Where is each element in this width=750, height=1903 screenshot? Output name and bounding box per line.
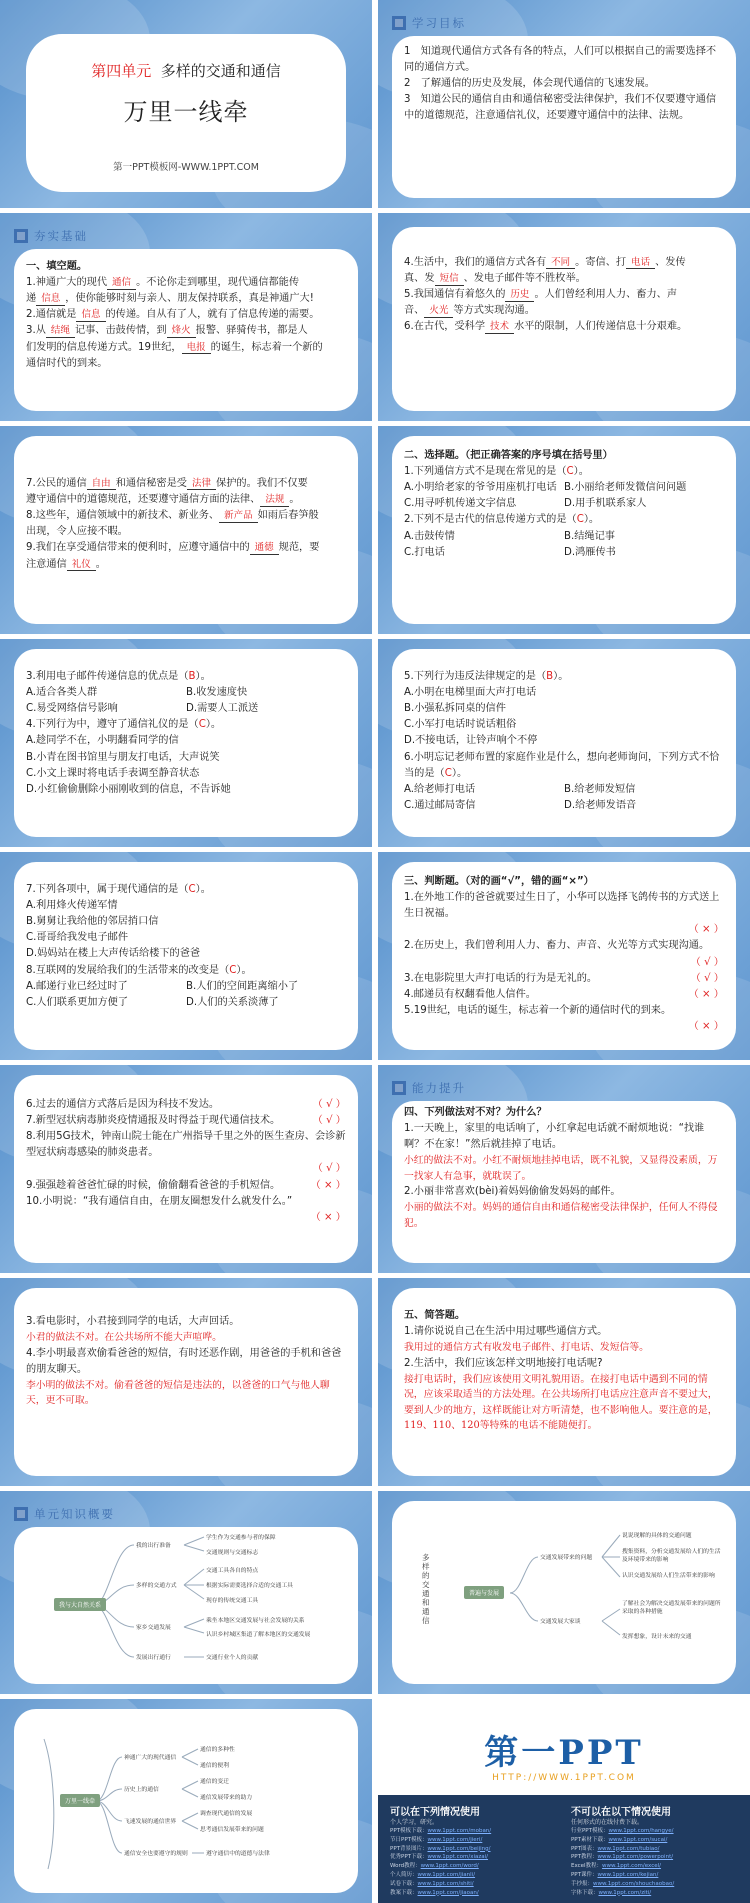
link-row bbox=[571, 1845, 738, 1854]
answer-text: 小红的做法不对。小红不耐烦地挂掉电话，既不礼貌，又显得没素质，万一找家人有急事，就耽误了。 bbox=[404, 1155, 718, 1182]
link-row bbox=[390, 1871, 557, 1880]
usage-panel: 可以在下列情况使用 个人学习，研究。 PPT模板下载：www.1ppt.com/moban/ 节日PPT模板：www.1ppt.com/jieri/ PPT背景图片：www.1ppt.com/beijing/ 优秀PPT下载：www.1ppt.com/xiazai/ Word教程：www.1ppt.com/word/ 个人简历：www.1ppt.com/jianli/ 试卷下载：www.1ppt.com/shiti/ 教案下载：www.1ppt.com/jiaoan/ 不可以在以下情况使用 任何形式的在线付费下载。 行业PPT模板：www.1ppt.com/hangye/ PPT素材下载：www.1ppt.com/sucai/ PPT图表：www.1ppt.com/tubiao/ PPT教程：www.1ppt.com/powerpoint/ Excel教程：www.1ppt.com/excel/ PPT课件：www.1ppt.com/kejian/ 手抄报：www.1ppt.com/shouchaobao/ 字体下载：www.1ppt.com/ziti/ bbox=[378, 1795, 750, 1903]
mindmap-2: 多样的交通和通信 普遍与发展 交通发展带来的问题 说说现解的具体的交通问题 搜集资料，分析交通发展给人们的生活及环境带来的影响 认识交通发展给人们生活带来的影响 交通发展大家谈 了解社会为解决交通发展带来的问题所采取的各种措施 发挥想象，设计未来的交通 bbox=[392, 1501, 736, 1684]
link-row bbox=[390, 1862, 557, 1871]
mindmap-lines bbox=[392, 1501, 736, 1684]
link-url[interactable]: www.1ppt.com/excel/ bbox=[602, 1863, 662, 1870]
answer-blank: 信息 bbox=[76, 309, 105, 321]
link-url[interactable]: www.1ppt.com/sucai/ bbox=[608, 1836, 668, 1843]
link-row bbox=[390, 1889, 557, 1898]
link-row bbox=[390, 1836, 557, 1845]
link-label: PPT图表： bbox=[570, 1845, 598, 1852]
goals-card bbox=[392, 36, 736, 198]
answer-blank: 历史 bbox=[505, 289, 534, 301]
judge-item: 10.小明说：“我有通信自由，在朋友圈想发什么就发什么。” bbox=[26, 1195, 293, 1207]
mindmap-center: 万里一线牵 bbox=[60, 1794, 100, 1807]
brand-logo: 第一PPT bbox=[484, 1733, 644, 1773]
link-label: 教案下载： bbox=[390, 1889, 418, 1896]
slide-choice-3[interactable] bbox=[378, 639, 750, 847]
choice-answer: C bbox=[576, 514, 584, 526]
choice-card-4: 7.下列各项中，属于现代通信的是（C）。 A.利用烽火传递军情 B.舅舅让我给他的邻居捎口信 C.哥哥给我发电子邮件 D.妈妈站在楼上大声传话给楼下的爸爸 8.互联网的发展给我们的生活带来的改变是（C）。 A.邮递行业已经过时了 B.人们的空间距离缩小了 C.人们联系更加方便了 D.人们的关系淡薄了 bbox=[14, 862, 358, 1050]
judge-mark: √ bbox=[326, 1163, 333, 1175]
link-url[interactable]: www.1ppt.com/jianli/ bbox=[417, 1871, 476, 1878]
slide-choice-1[interactable] bbox=[378, 426, 750, 634]
link-row bbox=[571, 1880, 738, 1889]
header-square-icon bbox=[392, 1081, 406, 1095]
link-row bbox=[390, 1853, 557, 1862]
answer-text: 接打电话时，我们应该使用文明礼貌用语。在接打电话中遇到不同的情况，应该采取适当的方法处理。在公共场所打电话应注意声音不要过大，要到人少的地方，这样既能让对方听清楚，也不影响他人。要注意的是，119、110、120等特殊的电话不能随便打。 bbox=[404, 1373, 718, 1432]
choice-answer: C bbox=[188, 884, 196, 895]
link-row bbox=[390, 1880, 557, 1889]
answer-blank: 礼仪 bbox=[67, 559, 96, 571]
slide-choice-2[interactable] bbox=[0, 639, 372, 847]
answer-text: 小丽的做法不对。妈妈的通信自由和通信秘密受法律保护，任何人不得侵犯。 bbox=[404, 1202, 718, 1229]
judge-mark: × bbox=[702, 924, 711, 936]
slide-brand[interactable] bbox=[378, 1699, 750, 1903]
slide-mindmap-3[interactable] bbox=[0, 1699, 372, 1903]
link-row bbox=[571, 1827, 738, 1836]
judge-item: 7.新型冠状病毒肺炎疫情通报及时得益于现代通信技术。 bbox=[26, 1115, 281, 1127]
answer-blank: 新产品 bbox=[219, 510, 258, 522]
answer-blank: 电报 bbox=[182, 342, 211, 354]
judge-mark: × bbox=[702, 1020, 711, 1032]
link-url[interactable]: www.1ppt.com/jieri/ bbox=[427, 1836, 483, 1843]
basics-card-2: 4.生活中，我们的通信方式各有 不同 。寄信、打 电话 、发传 真、发 短信 、发电子邮件等不胜枚举。 5.我国通信有着悠久的 历史 。人们曾经利用人力、畜力、声 音、 火光 等方式实现沟通。 6.在古代，受科学 技术 水平的限制，人们传递信息十分艰难。 bbox=[392, 227, 736, 411]
answer-blank: 短信 bbox=[435, 273, 464, 285]
slide-ability-1[interactable] bbox=[378, 1065, 750, 1273]
answer-text: 小君的做法不对。在公共场所不能大声喧哗。 bbox=[26, 1332, 222, 1344]
link-row bbox=[390, 1827, 557, 1836]
mindmap-title: 多样的交通和通信 bbox=[422, 1553, 430, 1625]
basics-header: 夯实基础 bbox=[0, 225, 160, 247]
answer-blank: 火光 bbox=[424, 305, 453, 317]
choice-answer: B bbox=[188, 671, 196, 682]
section-title: 二、选择题。（把正确答案的序号填在括号里） bbox=[404, 450, 613, 461]
mindmap-3: 万里一线牵 神通广大的现代通信 通信的多种性 通信的便利 历史上的通信 通信的变迁 通信发展带来的助力 飞速发展的通信世界 调查现代通信的发展 思考通信发展带来的问题 通信安全也要遵守的规则 遵守通信中的道德与法律 bbox=[14, 1709, 358, 1893]
link-url[interactable]: www.1ppt.com/xiazai/ bbox=[427, 1854, 489, 1861]
short-card: 五、简答题。 1.请你说说自己在生活中用过哪些通信方式。 我用过的通信方式有收发电子邮件、打电话、发短信等。 2.生活中，我们应该怎样文明地接打电话呢? 接打电话时，我们应该使用文明礼貌用语。在接打电话中遇到不同的情况，应该采取适当的方法处理。在公共场所打电话应注意声音不要过大，要到人少的地方，这样既能让对方听清楚，也不影响他人。要注意的是，119、110、120等特殊的电话不能随便打。 bbox=[392, 1288, 736, 1476]
answer-blank: 烽火 bbox=[167, 325, 196, 337]
choice-answer: C bbox=[566, 466, 574, 478]
judge-item: 9.强强趁着爸爸忙碌的时候，偷偷翻看爸爸的手机短信。 bbox=[26, 1179, 281, 1191]
choice-answer: C bbox=[229, 964, 237, 976]
basics-card-1: 一、填空题。 1.神通广大的现代 通信 。不论你走到哪里，现代通信都能传 递 信息 ，使你能够时刻与亲人、朋友保持联系，真是神通广大! 2.通信就是 信息 的传递。自从有了人，就有了信息传递的需要。 3.从 结绳 记事、击鼓传情，到 烽火 报警、驿骑传书，都是人 们发明的信息传递方式。19世纪， 电报 的诞生，标志着一个新的 通信时代的到来。 bbox=[14, 249, 358, 411]
link-label: 个人简历： bbox=[390, 1871, 418, 1878]
link-url[interactable]: www.1ppt.com/ziti/ bbox=[598, 1889, 652, 1896]
answer-blank: 通信 bbox=[107, 277, 136, 289]
link-url[interactable]: www.1ppt.com/moban/ bbox=[427, 1828, 492, 1834]
link-url[interactable]: www.1ppt.com/word/ bbox=[420, 1863, 479, 1870]
link-url[interactable]: www.1ppt.com/powerpoint/ bbox=[597, 1854, 674, 1861]
goal-item: 2 了解通信的历史及发展，体会现代通信的飞速发展。 bbox=[404, 78, 655, 90]
section-title: 一、填空题。 bbox=[26, 261, 88, 272]
slide-mindmap-1[interactable] bbox=[0, 1491, 372, 1694]
link-label: PPT模板下载： bbox=[390, 1828, 428, 1834]
link-list-right bbox=[571, 1827, 738, 1897]
unit-label: 第四单元 bbox=[91, 62, 152, 80]
slide-basics-1[interactable] bbox=[0, 213, 372, 421]
header-square-icon bbox=[14, 1507, 28, 1521]
slide-choice-4[interactable] bbox=[0, 852, 372, 1060]
section-title: 五、简答题。 bbox=[404, 1310, 466, 1321]
choice-card-2: 3.利用电子邮件传递信息的优点是（B）。 A.适合各类人群 B.收发速度快 C.易受网络信号影响 D.需要人工派送 4.下列行为中，遵守了通信礼仪的是（C）。 A.趁同学不在，小明翻看同学的信 B.小青在图书馆里与朋友打电话，大声说笑 C.小文上课时将电话手表调至静音状态 D.小红偷偷删除小丽刚收到的信息，不告诉她 bbox=[14, 649, 358, 837]
link-row bbox=[571, 1853, 738, 1862]
judge-item: 5.19世纪，电话的诞生，标志着一个新的通信时代的到来。 bbox=[404, 1004, 672, 1016]
choice-answer: B bbox=[546, 671, 554, 682]
slide-mindmap-2[interactable] bbox=[378, 1491, 750, 1694]
link-label: 行业PPT模板： bbox=[570, 1828, 609, 1834]
judge-card-1: 三、判断题。（对的画“√”，错的画“×”） 1.在外地工作的爸爸就要过生日了，小华可以选择飞鸽传书的方式送上生日祝福。 （ × ） 2.在历史上，我们曾利用人力、畜力、声音、火光等方式实现沟通。 （ √ ） 3.在电影院里大声打电话的行为是无礼的。 （ √ ） 4.邮递员有权翻看他人信件。 （ × ） 5.19世纪，电话的诞生，标志着一个新的通信时代的到来。 （ × ） bbox=[392, 862, 736, 1050]
slide-judge-2[interactable] bbox=[0, 1065, 372, 1273]
judge-item: 8.利用5G技术，钟南山院士能在广州指导千里之外的医生查房、会诊新型冠状病毒感染的肺炎患者。 bbox=[26, 1131, 346, 1159]
link-url[interactable]: www.1ppt.com/shouchaobao/ bbox=[592, 1880, 675, 1887]
judge-mark: × bbox=[702, 988, 711, 1000]
lesson-title: 万里一线牵 bbox=[123, 97, 249, 126]
judge-card-2: 6.过去的通信方式落后是因为科技不发达。 （ √ ） 7.新型冠状病毒肺炎疫情通报及时得益于现代通信技术。 （ √ ） 8.利用5G技术，钟南山院士能在广州指导千里之外的医生查房、会诊新型冠状病毒感染的肺炎患者。 （ √ ） 9.强强趁着爸爸忙碌的时候，偷偷翻看爸爸的手机短信。 （ × ） 10.小明说：“我有通信自由，在朋友圈想发什么就发什么。” （ × ） bbox=[14, 1075, 358, 1263]
judge-item: 2.在历史上，我们曾利用人力、畜力、声音、火光等方式实现沟通。 bbox=[404, 940, 710, 952]
choice-card-3: 5.下列行为违反法律规定的是（B）。 A.小明在电梯里面大声打电话 B.小强私拆同桌的信件 C.小军打电话时说话粗俗 D.不接电话，让铃声响个不停 6.小明忘记老师布置的家庭作业是什么，想向老师询问，下列方式不恰当的是（C）。 A.给老师打电话 B.给老师发短信 C.通过邮局寄信 D.给老师发语音 bbox=[392, 649, 736, 837]
link-label: 试卷下载： bbox=[390, 1880, 418, 1887]
mindmap-1: 我与大自然关系 我的出行准备 学生作为交通参与者的保障 交通规则与交通标志 多样的交通方式 交通工具各自的特点 根据实际需要选择合适的交通工具 现存的传统交通工具 家乡交通发展 乘坐本地区交通发展与社会发展的关系 认识乡村城区集道了解本地区的交通发展 发展出行通行 交通行业个人的贡献 bbox=[14, 1527, 358, 1684]
link-list-left bbox=[390, 1827, 557, 1897]
judge-mark: × bbox=[324, 1179, 333, 1191]
answer-blank: 技术 bbox=[485, 321, 514, 333]
choice-answer: C bbox=[444, 767, 452, 779]
ability-header: 能力提升 bbox=[378, 1077, 538, 1099]
slide-cover[interactable] bbox=[0, 0, 372, 208]
section-title: 三、判断题。（对的画“√”，错的画“×”） bbox=[404, 876, 594, 887]
answer-blank: 法规 bbox=[260, 494, 289, 506]
judge-item: 1.在外地工作的爸爸就要过生日了，小华可以选择飞鸽传书的方式送上生日祝福。 bbox=[404, 892, 720, 920]
choice-answer: C bbox=[198, 719, 206, 731]
link-row bbox=[571, 1862, 738, 1871]
slide-goals[interactable] bbox=[378, 0, 750, 208]
answer-blank: 结绳 bbox=[46, 325, 75, 337]
ability-card-1: 四、下列做法对不对？为什么？ 1.一天晚上，家里的电话响了，小红拿起电话就不耐烦地说：“找谁啊？不在家！”然后就挂掉了电话。 小红的做法不对。小红不耐烦地挂掉电话，既不礼貌，又显得没素质，万一找家人有急事，就耽误了。 2.小丽非常喜欢(bèi)着妈妈偷偷发妈妈的邮件。 小丽的做法不对。妈妈的通信自由和通信秘密受法律保护，任何人不得侵犯。 bbox=[392, 1101, 736, 1263]
judge-mark: √ bbox=[704, 972, 711, 984]
slide-judge-1[interactable] bbox=[378, 852, 750, 1060]
link-label: 手抄报： bbox=[570, 1880, 593, 1887]
unit-name: 多样的交通和通信 bbox=[160, 62, 281, 80]
mindmap-center: 我与大自然关系 bbox=[54, 1598, 106, 1611]
brand-url[interactable]: HTTP://WWW.1PPT.COM bbox=[492, 1773, 636, 1783]
link-row bbox=[571, 1871, 738, 1880]
summary-header: 单元知识概要 bbox=[0, 1503, 160, 1525]
link-label: 节日PPT模板： bbox=[390, 1836, 428, 1843]
judge-mark: × bbox=[324, 1211, 333, 1223]
choice-card-1: 二、选择题。（把正确答案的序号填在括号里） 1.下列通信方式不是现在常见的是（C）。 A.小明给老家的爷爷用座机打电话 B.小丽给老师发微信问问题 C.用寻呼机传递文字信息 D.用手机联系家人 2.下列不是古代的信息传递方式的是（C）。 A.击鼓传情 B.结绳记事 C.打电话 D.鸿雁传书 bbox=[392, 436, 736, 624]
link-label: Word教程： bbox=[390, 1863, 421, 1870]
answer-text: 李小明的做法不对。偷看爸爸的短信是违法的，以爸爸的口气与他人聊天，更不可取。 bbox=[26, 1379, 330, 1407]
link-row bbox=[571, 1889, 738, 1898]
answer-blank: 法律 bbox=[187, 478, 216, 490]
link-label: 字体下载： bbox=[570, 1889, 599, 1896]
judge-mark: √ bbox=[326, 1099, 333, 1110]
link-label: Excel教程： bbox=[570, 1863, 603, 1870]
goals-header: 学习目标 bbox=[378, 12, 538, 34]
link-label: PPT课件： bbox=[570, 1871, 598, 1878]
link-row bbox=[571, 1836, 738, 1845]
answer-blank: 信息 bbox=[36, 293, 65, 305]
link-url[interactable]: www.1ppt.com/tubiao/ bbox=[597, 1845, 660, 1852]
judge-item: 4.邮递员有权翻看他人信件。 bbox=[404, 988, 536, 1000]
answer-text: 我用过的通信方式有收发电子邮件、打电话、发短信等。 bbox=[404, 1342, 649, 1354]
link-url[interactable]: www.1ppt.com/beijing/ bbox=[427, 1845, 491, 1852]
mindmap-center: 普遍与发展 bbox=[464, 1586, 504, 1599]
slide-ability-2[interactable] bbox=[0, 1278, 372, 1486]
link-label: 优秀PPT下载： bbox=[390, 1854, 428, 1861]
judge-item: 6.过去的通信方式落后是因为科技不发达。 bbox=[26, 1099, 220, 1110]
slide-basics-3[interactable] bbox=[0, 426, 372, 634]
judge-mark: √ bbox=[704, 956, 711, 968]
judge-item: 3.在电影院里大声打电话的行为是无礼的。 bbox=[404, 972, 598, 984]
slide-basics-2[interactable] bbox=[378, 213, 750, 421]
judge-mark: √ bbox=[326, 1115, 333, 1127]
link-url[interactable]: www.1ppt.com/shiti/ bbox=[417, 1880, 474, 1887]
link-label: PPT背景图片： bbox=[390, 1845, 428, 1852]
link-url[interactable]: www.1ppt.com/hangye/ bbox=[608, 1828, 674, 1834]
link-url[interactable]: www.1ppt.com/kejian/ bbox=[597, 1871, 659, 1878]
link-url[interactable]: www.1ppt.com/jiaoan/ bbox=[417, 1889, 479, 1896]
answer-blank: 电话 bbox=[626, 257, 655, 269]
header-square-icon bbox=[392, 16, 406, 30]
header-square-icon bbox=[14, 229, 28, 243]
site-credit: 第一PPT模板网-WWW.1PPT.COM bbox=[113, 161, 259, 173]
section-title: 四、下列做法对不对？为什么？ bbox=[404, 1107, 547, 1118]
link-label: PPT教程： bbox=[570, 1854, 598, 1861]
basics-card-3: 7.公民的通信 自由 和通信秘密是受 法律 保护的。我们不仅要 遵守通信中的道德规范，还要遵守通信方面的法律、 法规 。 8.这些年，通信领域中的新技术、新业务、 新产品 如雨后春笋般 出现，令人应接不暇。 9.我们在享受通信带来的便利时，应遵守通信中的 通德 规范，要 注意通信 礼仪 。 bbox=[14, 436, 358, 624]
goal-item: 1 知道现代通信方式各有各的特点，人们可以根据自己的需要选择不同的通信方式。 bbox=[404, 46, 717, 74]
link-row bbox=[390, 1845, 557, 1854]
cover-card bbox=[26, 34, 346, 192]
slide-short-answer[interactable] bbox=[378, 1278, 750, 1486]
goal-item: 3 知道公民的通信自由和通信秘密受法律保护，我们不仅要遵守通信中的道德规范，注意通信礼仪，还要遵守通信中的法律、法规。 bbox=[404, 94, 717, 122]
answer-blank: 不同 bbox=[546, 257, 575, 269]
ability-card-2: 3.看电影时，小君接到同学的电话，大声回话。 小君的做法不对。在公共场所不能大声喧哗。 4.李小明最喜欢偷看爸爸的短信，有时还恶作剧，用爸爸的手机和爸爸的朋友聊天。 李小明的做法不对。偷看爸爸的短信是违法的，以爸爸的口气与他人聊天，更不可取。 bbox=[14, 1288, 358, 1476]
answer-blank: 通德 bbox=[250, 542, 279, 554]
answer-blank: 自由 bbox=[87, 478, 116, 490]
link-label: PPT素材下载： bbox=[570, 1836, 609, 1843]
